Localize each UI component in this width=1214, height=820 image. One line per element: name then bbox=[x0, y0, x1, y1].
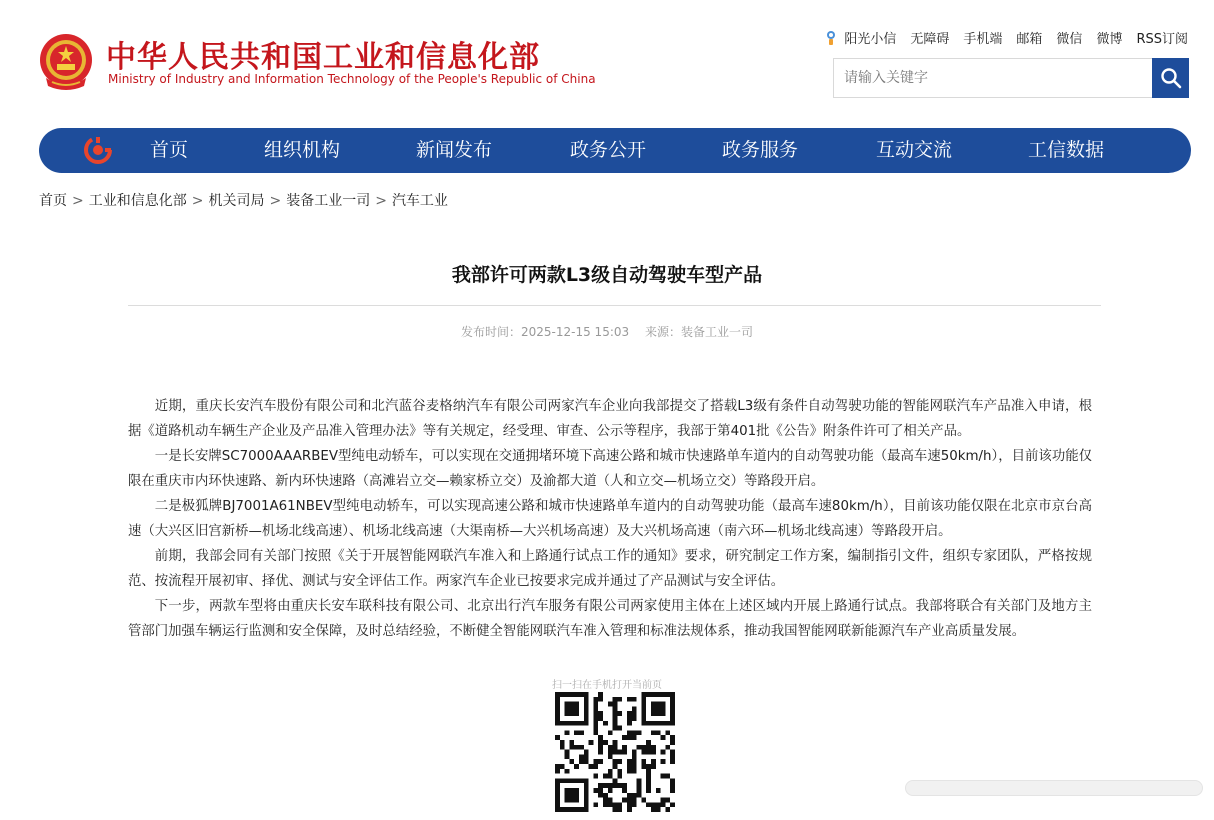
sunshine-link-label: 阳光小信 bbox=[844, 32, 897, 47]
accessibility-link[interactable]: 无障碍 bbox=[910, 32, 950, 47]
breadcrumb-separator: > bbox=[72, 193, 84, 209]
article-source: 来源：装备工业一司 bbox=[644, 325, 753, 339]
mobile-link[interactable]: 手机端 bbox=[963, 32, 1003, 47]
search-button[interactable] bbox=[1152, 58, 1189, 98]
rss-link[interactable]: RSS订阅 bbox=[1136, 32, 1188, 47]
site-title-en[interactable]: Ministry of Industry and Information Technology of the People's Republic of China bbox=[108, 72, 596, 86]
mascot-icon bbox=[824, 30, 838, 46]
nav-interaction[interactable]: 互动交流 bbox=[876, 139, 953, 161]
breadcrumb-separator: > bbox=[191, 193, 204, 209]
main-nav bbox=[39, 128, 1191, 173]
nav-government-affairs[interactable]: 政务公开 bbox=[570, 139, 647, 161]
search-input[interactable] bbox=[834, 59, 1154, 97]
site-header bbox=[0, 0, 1214, 120]
horizontal-scrollbar[interactable] bbox=[905, 780, 1203, 796]
breadcrumb-departments[interactable]: 机关司局 bbox=[208, 193, 265, 209]
nav-organization[interactable]: 组织机构 bbox=[264, 139, 341, 161]
nav-data[interactable]: 工信数据 bbox=[1028, 139, 1105, 161]
article-title: 我部许可两款L3级自动驾驶车型产品 bbox=[451, 264, 763, 286]
national-emblem-icon[interactable] bbox=[38, 32, 94, 92]
breadcrumb-separator: > bbox=[269, 193, 282, 209]
wechat-link[interactable]: 微信 bbox=[1056, 32, 1083, 47]
breadcrumb-separator: > bbox=[375, 193, 387, 209]
publish-time: 发布时间：2025-12-15 15:03 bbox=[461, 325, 630, 339]
article-body bbox=[128, 394, 1092, 644]
weibo-link[interactable]: 微博 bbox=[1096, 32, 1123, 47]
title-divider bbox=[128, 305, 1101, 306]
breadcrumb-ministry[interactable]: 工业和信息化部 bbox=[88, 193, 187, 209]
article-paragraph: 一是长安牌SC7000AAARBEV型纯电动轿车，可以实现在交通拥堵环境下高速公路和城市快速路单车道内的自动驾驶功能（最高车速50km/h），目前该功能仅限在重庆市内环快速路、新内环快速路（高滩岩立交—赖家桥立交）及渝都大道（人和立交—机场立交）等路段开启。 bbox=[128, 449, 1092, 489]
breadcrumb-home[interactable]: 首页 bbox=[39, 193, 67, 209]
breadcrumb-equipment-dept[interactable]: 装备工业一司 bbox=[286, 193, 371, 209]
search-icon bbox=[1160, 67, 1182, 89]
nav-news[interactable]: 新闻发布 bbox=[416, 139, 493, 161]
nav-home[interactable]: 首页 bbox=[150, 139, 189, 161]
breadcrumb-auto-industry[interactable]: 汽车工业 bbox=[391, 193, 448, 209]
mailbox-link[interactable]: 邮箱 bbox=[1016, 32, 1043, 47]
article-paragraph: 下一步，两款车型将由重庆长安车联科技有限公司、北京出行汽车服务有限公司两家使用主体在上述区域内开展上路通行试点。我部将联合有关部门及地方主管部门加强车辆运行监测和安全保障，及时总结经验，不断健全智能网联汽车准入管理和标准法规体系，推动我国智能网联新能源汽车产业高质量发展。 bbox=[128, 599, 1092, 639]
search-box bbox=[833, 58, 1189, 98]
article-paragraph: 二是极狐牌BJ7001A61NBEV型纯电动轿车，可以实现高速公路和城市快速路单车道内的自动驾驶功能（最高车速80km/h），目前该功能仅限在北京市京台高速（大兴区旧宫新桥—机场北线高速）、机场北线高速（大渠南桥—大兴机场高速）及大兴机场高速（南六环—机场北线高速）等路段开启。 bbox=[128, 499, 1092, 539]
miit-logo-icon[interactable] bbox=[83, 135, 113, 165]
article-paragraph: 近期，重庆长安汽车股份有限公司和北汽蓝谷麦格纳汽车有限公司两家汽车企业向我部提交了搭载L3级有条件自动驾驶功能的智能网联汽车产品准入申请，根据《道路机动车辆生产企业及产品准入管理办法》等有关规定，经受理、审查、公示等程序，我部于第401批《公告》附条件许可了相关产品。 bbox=[128, 399, 1092, 439]
article-meta bbox=[0, 323, 1214, 340]
top-links bbox=[810, 28, 1188, 47]
sunshine-link[interactable] bbox=[824, 28, 896, 47]
site-title-cn[interactable]: 中华人民共和国工业和信息化部 bbox=[106, 40, 540, 75]
nav-government-services[interactable]: 政务服务 bbox=[722, 139, 799, 161]
article-paragraph: 前期，我部会同有关部门按照《关于开展智能网联汽车准入和上路通行试点工作的通知》要求，研究制定工作方案，编制指引文件，组织专家团队，严格按规范、按流程开展初审、择优、测试与安全评估工作。两家汽车企业已按要求完成并通过了产品测试与安全评估。 bbox=[128, 549, 1092, 589]
qr-code-icon bbox=[555, 692, 675, 812]
breadcrumb bbox=[39, 190, 448, 210]
qr-caption: 扫一扫在手机打开当前页 bbox=[552, 680, 662, 691]
